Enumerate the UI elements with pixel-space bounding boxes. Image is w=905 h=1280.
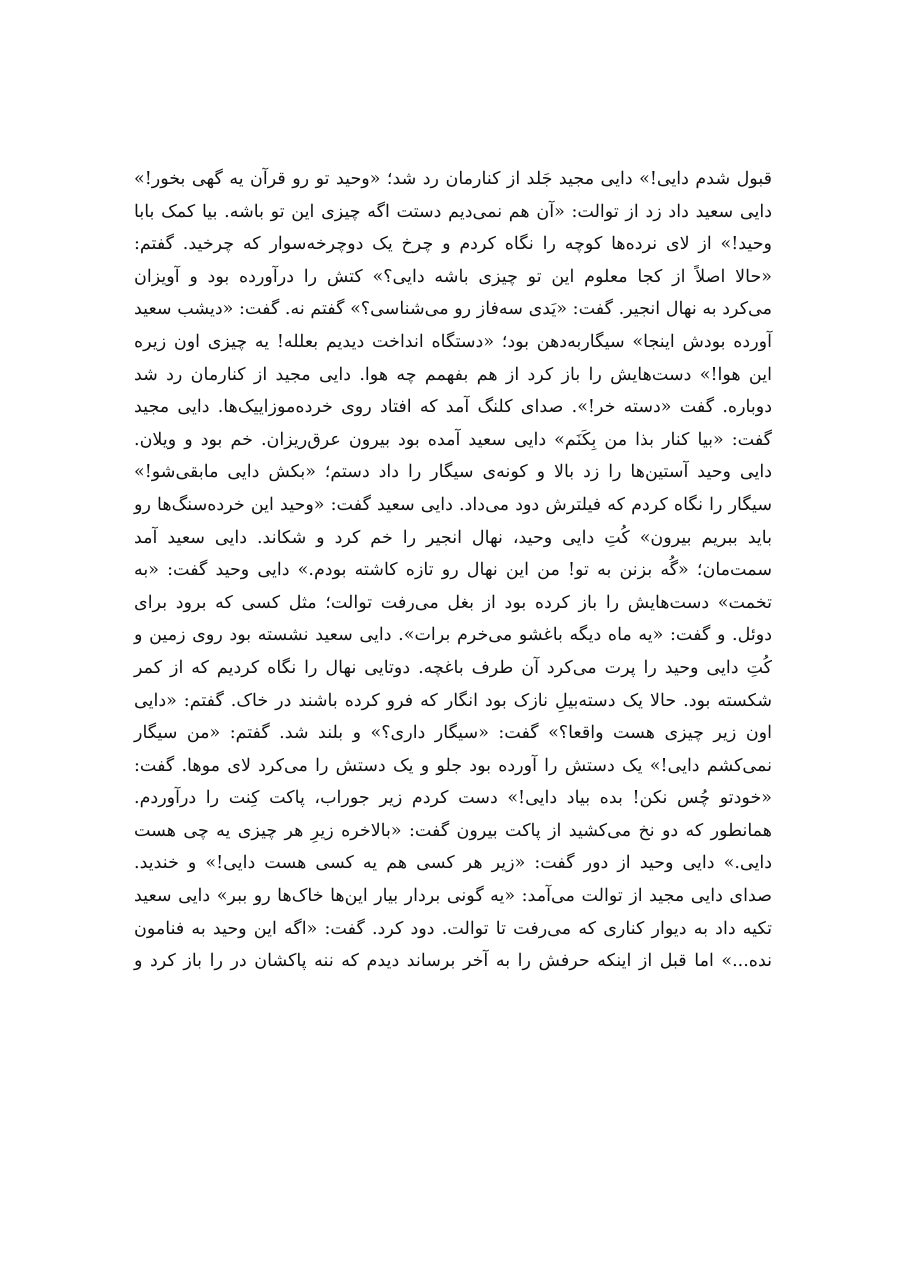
text-line: سیگار را نگاه کردم که فیلترش دود می‌داد. دایی سعید گفت: «وحید این خرده‌سنگ‌ها رو: [134, 494, 772, 515]
text-line: سمت‌مان؛ «گُه بزنن به تو! من این نهال رو تازه کاشته بودم.» دایی وحید گفت: «به: [134, 560, 772, 581]
text-line: آورده بودش اینجا» سیگاربه‌دهن بود؛ «دستگاه انداخت دیدیم بعلله! یه چیزی اون زیره: [134, 331, 772, 352]
text-line: تخمت» دست‌هایش را باز کرده بود از بغل می‌رفت توالت؛ مثل کسی که برود برای: [134, 592, 772, 613]
text-line: صدای دایی مجید از توالت می‌آمد: «یه گونی بردار بیار این‌ها خاک‌ها رو ببر» دایی سعید: [134, 886, 772, 907]
text-line: نده...» اما قبل از اینکه حرفش را به آخر برساند دیدم که ننه پاکشان در را باز کرد و: [134, 951, 772, 972]
text-line: دوباره. گفت «دسته خر!». صدای کلنگ آمد که افتاد روی خرده‌موزاییک‌ها. دایی مجید: [134, 397, 772, 418]
text-line: قبول شدم دایی!» دایی مجید جَلد از کنارمان رد شد؛ «وحید تو رو قرآن یه گهی بخور!»: [134, 169, 772, 189]
text-line: همانطور که دو نخ می‌کشید از پاکت بیرون گفت: «بالاخره زیرِ هر چیزی یه چی هست: [134, 820, 772, 841]
text-line: دایی سعید داد زد از توالت: «آن هم نمی‌دیم دستت اگه چیزی این تو باشه. بیا کمک بابا: [134, 201, 772, 222]
text-line: نمی‌کشم دایی!» یک دستش را آورده بود جلو و یک دستش را می‌کرد لای موها. گفت:: [134, 755, 772, 776]
body-text: [134, 163, 772, 978]
text-line: «حالا اصلاً از کجا معلوم این تو چیزی باشه دایی؟» کتش را درآورده بود و آویزان: [134, 266, 772, 287]
text-line: اون زیر چیزی هست واقعا؟» گفت: «سیگار داری؟» و بلند شد. گفتم: «من سیگار: [134, 723, 772, 744]
text-line: وحید!» از لای نرده‌ها کوچه را نگاه کردم و چرخ یک دوچرخه‌سوار که چرخید. گفتم:: [134, 234, 772, 255]
text-line: شکسته بود. حالا یک دسته‌بیلِ نازک بود انگار که فرو کرده باشند در خاک. گفتم: «دایی: [134, 690, 772, 711]
text-line: دایی وحید آستین‌ها را زد بالا و کونه‌ی سیگار را داد دستم؛ «بکش دایی مابقی‌شو!»: [134, 462, 772, 483]
text-line: دایی.» دایی وحید از دور گفت: «زیر هر کسی هم یه کسی هست دایی!» و خندید.: [134, 853, 772, 874]
text-line: می‌کرد به نهال انجیر. گفت: «یَدی سه‌فاز رو می‌شناسی؟» گفتم نه. گفت: «دیشب سعید: [134, 299, 772, 320]
text-line: گفت: «بیا کنار بذا من بِکَنَم» دایی سعید آمده بود بیرون عرق‌ریزان. خم بود و ویلان.: [134, 429, 772, 450]
text-line: «خودتو چُس نکن! بده بیاد دایی!» دست کردم زیر جوراب، پاکت کِنت را درآوردم.: [134, 788, 772, 809]
text-line: کُتِ دایی وحید را پرت می‌کرد آن طرف باغچه. دوتایی نهال را نگاه کردیم که از کمر: [134, 657, 772, 678]
text-line: باید ببریم بیرون» کُتِ دایی وحید، نهال انجیر را خم کرد و شکاند. دایی سعید آمد: [134, 527, 772, 548]
text-line: تکیه داد به دیوار کناری که می‌رفت تا توالت. دود کرد. گفت: «اگه این وحید به فنامون: [134, 918, 772, 939]
text-line: این هوا!» دست‌هایش را باز کرد از هم بفهمم چه هوا. دایی مجید از کنارمان رد شد: [134, 364, 772, 385]
text-line: دوئل. و گفت: «یه ماه دیگه باغشو می‌خرم برات». دایی سعید نشسته بود روی زمین و: [134, 625, 772, 646]
